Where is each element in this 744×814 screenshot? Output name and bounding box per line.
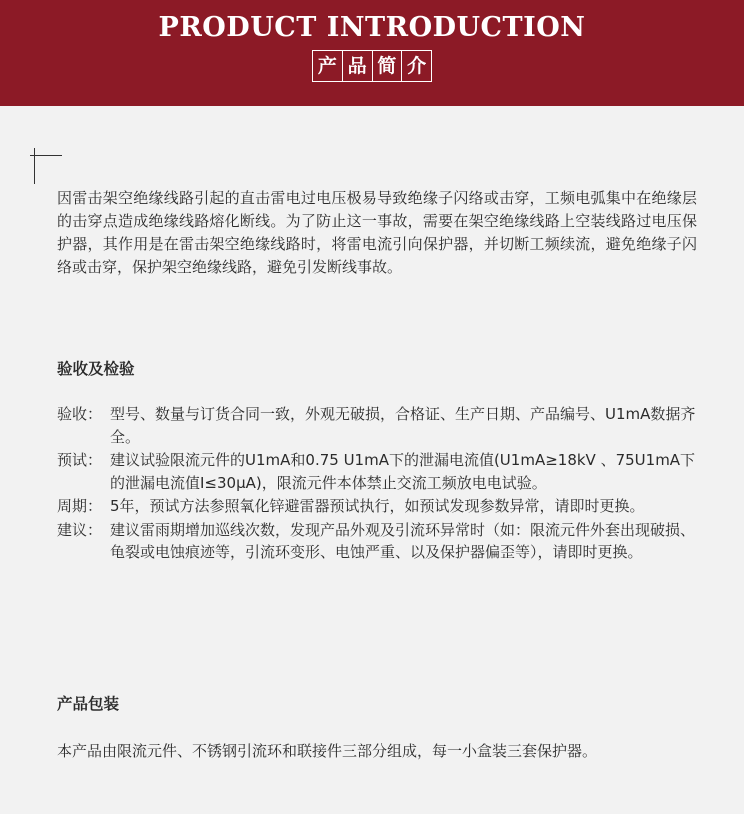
- list-item: [57, 495, 697, 518]
- list-item: [57, 449, 697, 494]
- subtitle-char: 品: [342, 50, 373, 82]
- list-item: [57, 403, 697, 448]
- packaging-heading: 产品包装: [57, 695, 120, 713]
- corner-mark-vertical: [34, 148, 35, 184]
- subtitle-char: 产: [312, 50, 343, 82]
- inspection-heading: 验收及检验: [57, 360, 135, 378]
- intro-paragraph: 因雷击架空绝缘线路引起的直击雷电过电压极易导致绝缘子闪络或击穿，工频电弧集中在绝缘层的击穿点造成绝缘线路熔化断线。为了防止这一事故，需要在架空绝缘线路上空装线路过电压保护器，其作用是在雷击架空绝缘线路时，将雷电流引向保护器，并切断工频续流，避免绝缘子闪络或击穿，保护架空绝缘线路，避免引发断线事故。: [57, 189, 697, 276]
- subtitle-char: 介: [401, 50, 432, 82]
- item-text: 型号、数量与订货合同一致，外观无破损，合格证、生产日期、产品编号、U1mA数据齐全。: [110, 405, 696, 446]
- banner-subtitle: [312, 50, 432, 82]
- item-text: 5年，预试方法参照氧化锌避雷器预试执行，如预试发现参数异常，请即时更换。: [110, 497, 645, 515]
- item-label: 周期：: [57, 497, 103, 515]
- item-label: 建议：: [57, 520, 103, 539]
- banner-title: PRODUCT INTRODUCTION: [158, 12, 586, 43]
- list-item: [57, 519, 697, 564]
- header-banner: [0, 0, 744, 106]
- item-label: 预试：: [57, 451, 103, 469]
- inspection-list: [57, 403, 697, 565]
- subtitle-char: 简: [372, 50, 403, 82]
- item-text: 建议试验限流元件的U1mA和0.75 U1mA下的泄漏电流值(U1mA≥18kV 、75U1mA下的泄漏电流值I≤30μA)，限流元件本体禁止交流工频放电电试验。: [110, 451, 696, 492]
- item-text: 建议雷雨期增加巡线次数，发现产品外观及引流环异常时（如：限流元件外套出现破损、龟裂或电蚀痕迹等，引流环变形、电蚀严重、以及保护器偏歪等），请即时更换。: [110, 520, 696, 561]
- item-label: 验收：: [57, 405, 103, 423]
- packaging-text: 本产品由限流元件、不锈钢引流环和联接件三部分组成，每一小盒装三套保护器。: [57, 742, 598, 760]
